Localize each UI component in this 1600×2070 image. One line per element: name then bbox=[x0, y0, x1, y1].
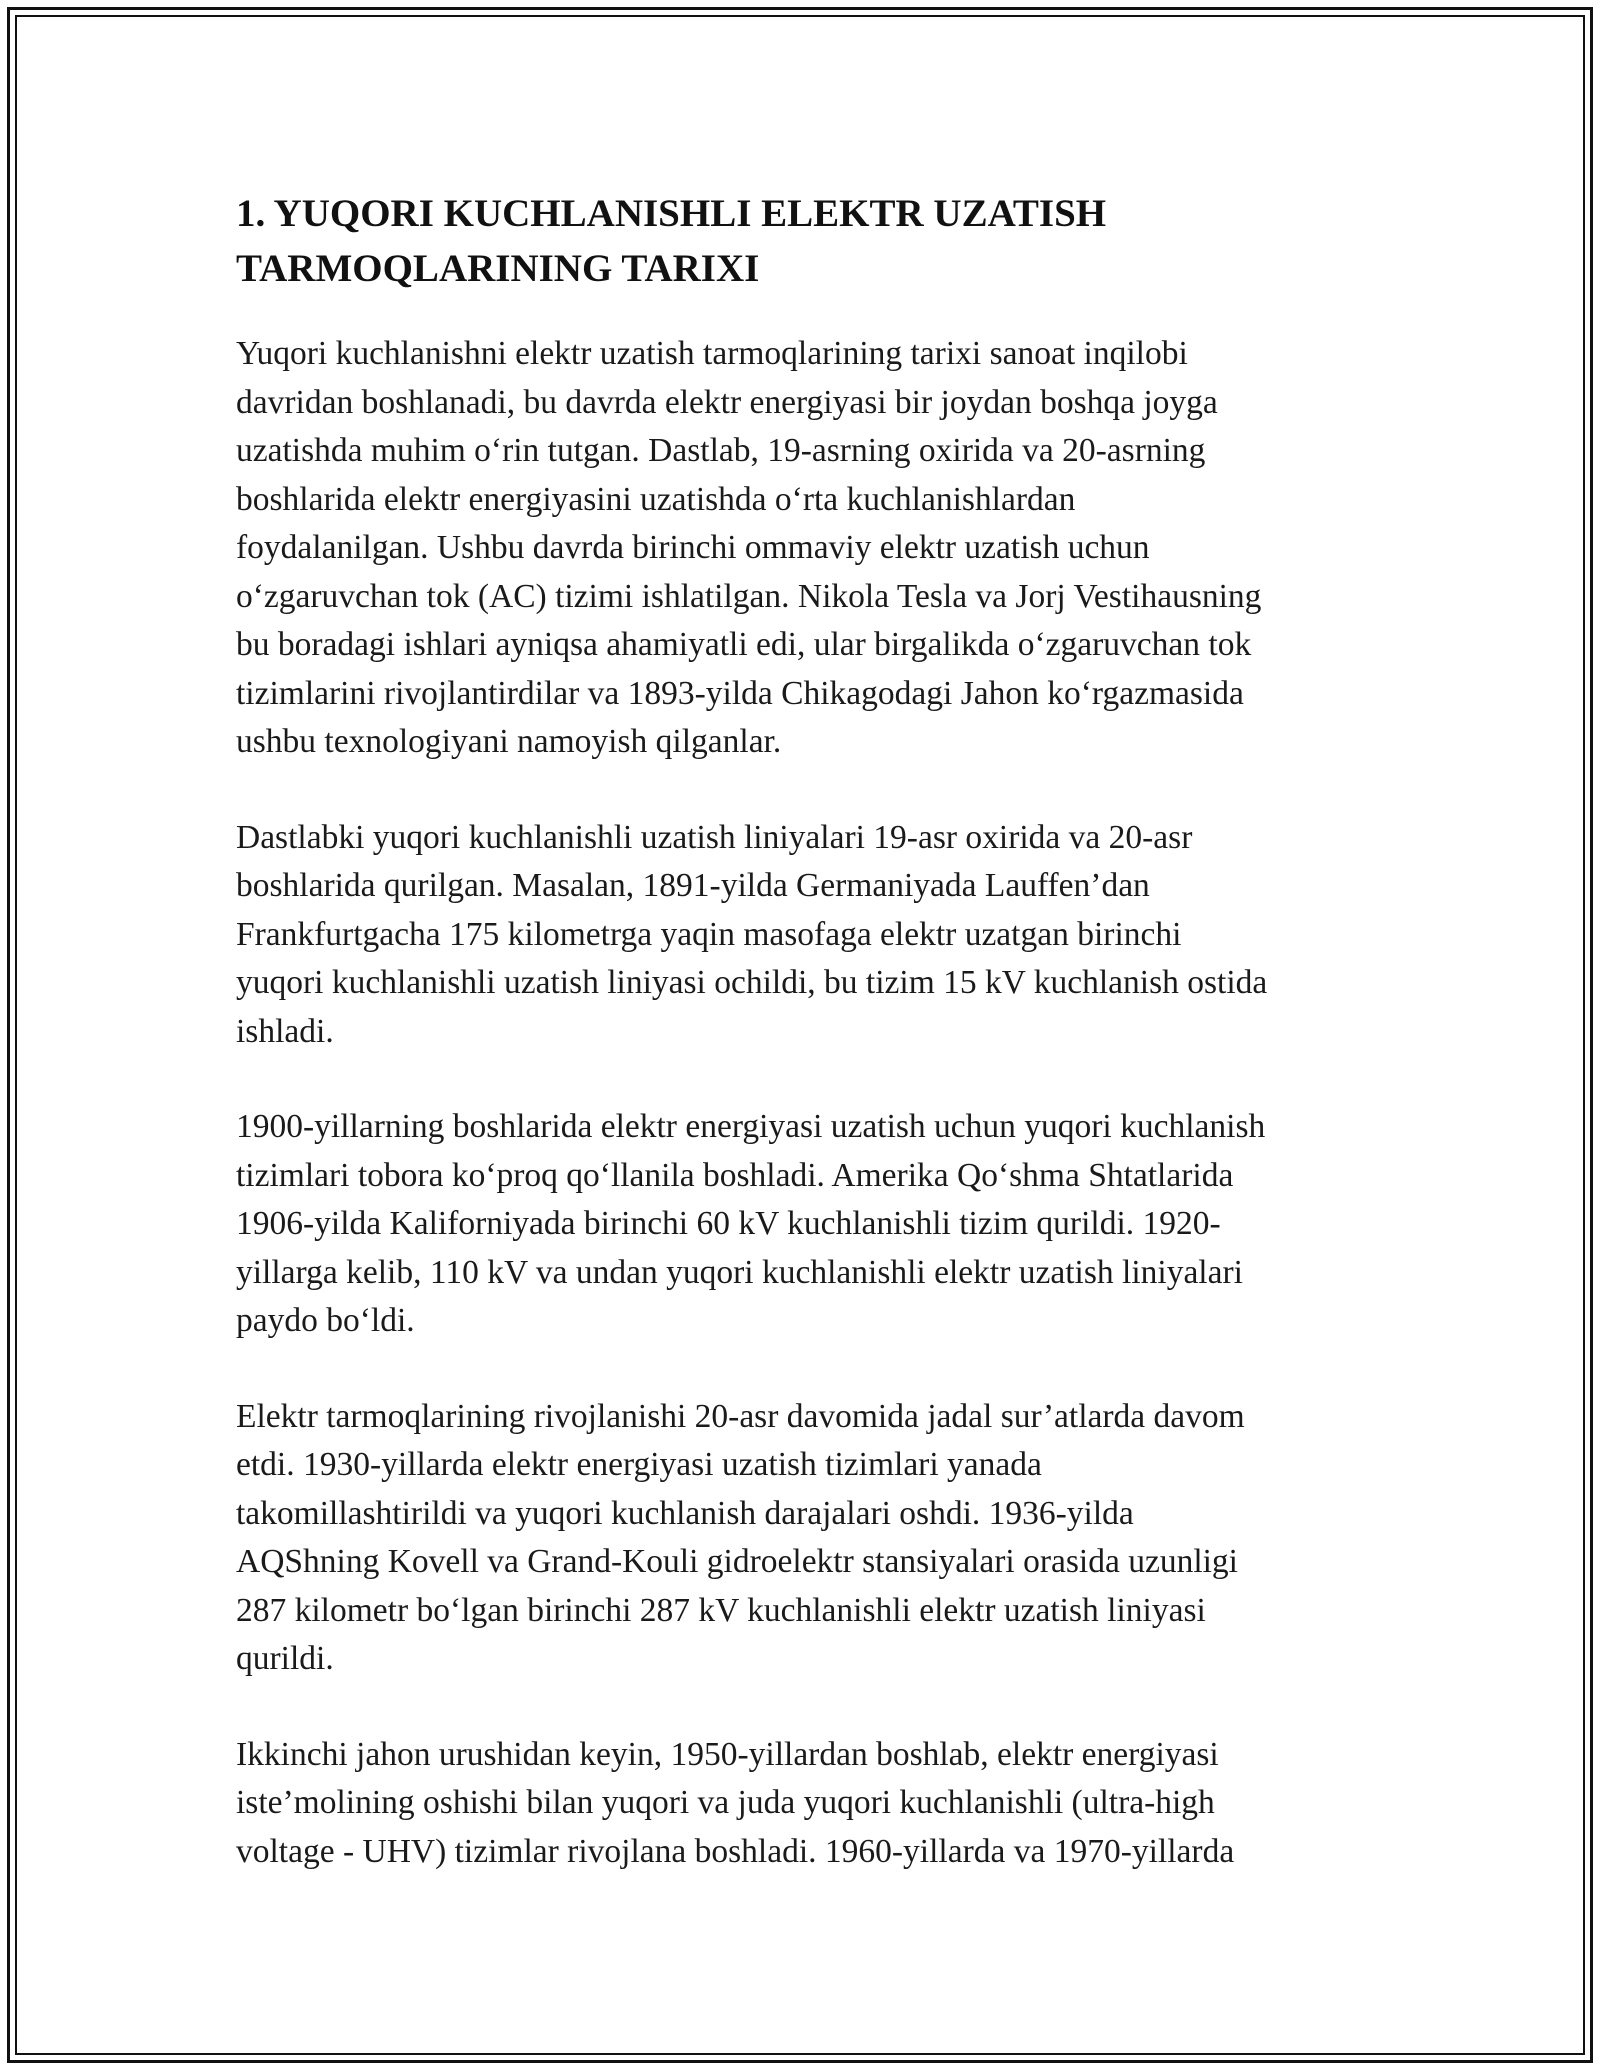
paragraph-line: Yuqori kuchlanishni elektr uzatish tarmoqlarining tarixi sanoat inqilobi bbox=[236, 335, 1188, 372]
paragraph-line: bu boradagi ishlari ayniqsa ahamiyatli edi, ular birgalikda oʻzgaruvchan tok bbox=[236, 626, 1252, 663]
paragraph-line: Dastlabki yuqori kuchlanishli uzatish liniyalari 19-asr oxirida va 20-asr bbox=[236, 818, 1193, 856]
paragraph-line: takomillashtirildi va yuqori kuchlanish darajalari oshdi. 1936-yilda bbox=[236, 1494, 1134, 1532]
paragraph-line: yuqori kuchlanishli uzatish liniyasi ochildi, bu tizim 15 kV kuchlanish ostida bbox=[236, 964, 1268, 1001]
paragraph-line: tizimlarini rivojlantirdilar va 1893-yilda Chikagodagi Jahon koʻrgazmasida bbox=[236, 674, 1244, 712]
paragraph-line: boshlarida qurilgan. Masalan, 1891-yilda Germaniyada Lauffen’dan bbox=[236, 867, 1150, 904]
paragraph-line: AQShning Kovell va Grand-Kouli gidroelektr stansiyalari orasida uzunligi bbox=[236, 1543, 1238, 1580]
paragraph-line: Ikkinchi jahon urushidan keyin, 1950-yillardan boshlab, elektr energiyasi bbox=[236, 1735, 1219, 1773]
paragraph-line: davridan boshlanadi, bu davrda elektr energiyasi bir joydan boshqa joyga bbox=[236, 383, 1218, 421]
paragraph-line: 1900-yillarning boshlarida elektr energiyasi uzatish uchun yuqori kuchlanish bbox=[236, 1108, 1266, 1145]
paragraph bbox=[236, 1103, 1372, 1346]
heading-line: 1. YUQORI KUCHLANISHLI ELEKTR UZATISH bbox=[236, 192, 1107, 235]
paragraph-line: yillarga kelib, 110 kV va undan yuqori kuchlanishli elektr uzatish liniyalari bbox=[236, 1253, 1243, 1291]
paragraph-line: Frankfurtgacha 175 kilometrga yaqin masofaga elektr uzatgan birinchi bbox=[236, 915, 1182, 953]
paragraph-line: iste’molining oshishi bilan yuqori va juda yuqori kuchlanishli (ultra-high bbox=[236, 1784, 1215, 1821]
paragraph-line: tizimlari tobora koʻproq qoʻllanila boshladi. Amerika Qoʻshma Shtatlarida bbox=[236, 1156, 1234, 1194]
paragraph-line: 287 kilometr boʻlgan birinchi 287 kV kuchlanishli elektr uzatish liniyasi bbox=[236, 1591, 1206, 1629]
paragraph-line: ishladi. bbox=[236, 1012, 334, 1050]
heading-line: TARMOQLARINING TARIXI bbox=[236, 247, 760, 290]
document-body bbox=[236, 330, 1372, 1876]
paragraph bbox=[236, 330, 1372, 767]
paragraph-line: foydalanilgan. Ushbu davrda birinchi ommaviy elektr uzatish uchun bbox=[236, 529, 1150, 566]
paragraph-line: 1906-yilda Kaliforniyada birinchi 60 kV kuchlanishli tizim qurildi. 1920- bbox=[236, 1205, 1221, 1242]
paragraph-line: boshlarida elektr energiyasini uzatishda oʻrta kuchlanishlardan bbox=[236, 480, 1076, 518]
paragraph-line: voltage - UHV) tizimlar rivojlana boshladi. 1960-yillarda va 1970-yillarda bbox=[236, 1832, 1235, 1870]
document-page bbox=[236, 186, 1372, 1923]
paragraph-line: etdi. 1930-yillarda elektr energiyasi uzatish tizimlari yanada bbox=[236, 1446, 1042, 1483]
paragraph-line: uzatishda muhim oʻrin tutgan. Dastlab, 19-asrning oxirida va 20-asrning bbox=[236, 432, 1206, 469]
paragraph-line: qurildi. bbox=[236, 1640, 334, 1677]
paragraph bbox=[236, 1393, 1372, 1684]
paragraph bbox=[236, 1731, 1372, 1877]
section-heading bbox=[236, 186, 1372, 296]
paragraph-line: oʻzgaruvchan tok (AC) tizimi ishlatilgan. Nikola Tesla va Jorj Vestihausning bbox=[236, 577, 1262, 615]
paragraph bbox=[236, 814, 1372, 1057]
paragraph-line: Elektr tarmoqlarining rivojlanishi 20-asr davomida jadal sur’atlarda davom bbox=[236, 1397, 1245, 1435]
paragraph-line: paydo boʻldi. bbox=[236, 1302, 415, 1339]
paragraph-line: ushbu texnologiyani namoyish qilganlar. bbox=[236, 723, 782, 760]
